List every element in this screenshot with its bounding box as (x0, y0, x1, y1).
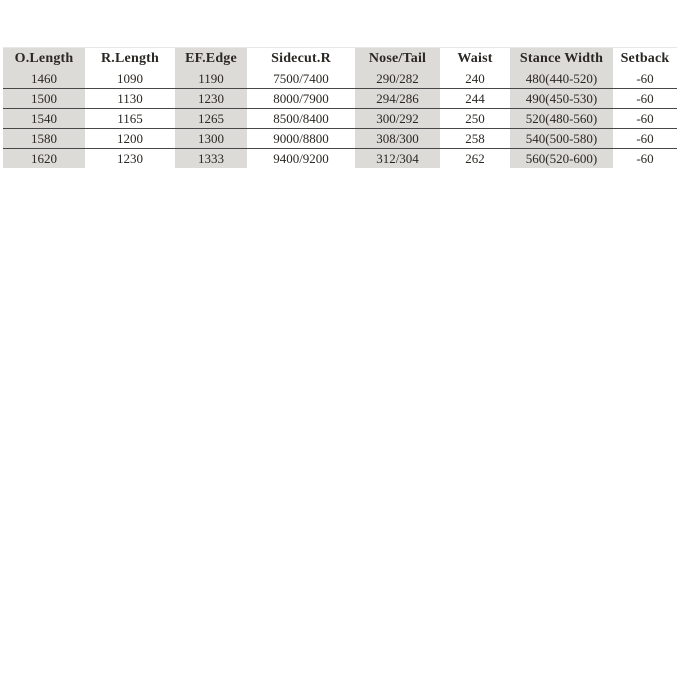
spec-table-body (3, 69, 677, 168)
column-header-r-length: R.Length (101, 50, 159, 66)
table-cell-waist: 258 (440, 129, 510, 149)
table-cell-nose-tail: 294/286 (355, 89, 440, 109)
table-cell-sidecut-r: 9400/9200 (273, 150, 329, 166)
header-row (3, 48, 677, 70)
table-cell-waist: 250 (440, 109, 510, 129)
table-cell-o-length: 1460 (3, 69, 85, 89)
spec-table (3, 47, 677, 168)
spec-table-header (3, 48, 677, 70)
column-header-setback: Setback (620, 50, 670, 66)
table-cell-setback: -60 (613, 89, 677, 109)
table-cell-nose-tail: 300/292 (355, 109, 440, 129)
column-header-ef-edge: EF.Edge (175, 48, 247, 70)
table-cell-r-length: 1090 (85, 69, 175, 89)
table-cell-stance-width: 560(520-600) (510, 149, 613, 169)
table-cell-ef-edge: 1265 (175, 109, 247, 129)
table-cell-ef-edge: 1333 (175, 149, 247, 169)
table-cell-stance-width: 540(500-580) (510, 129, 613, 149)
table-cell-o-length: 1500 (3, 89, 85, 109)
table-cell-sidecut-r: 7500/7400 (247, 69, 355, 89)
table-cell-o-length: 1620 (3, 149, 85, 169)
table-cell-sidecut-r: 8500/8400 (247, 109, 355, 129)
table-cell-ef-edge: 1300 (175, 129, 247, 149)
table-cell-stance-width: 520(480-560) (510, 109, 613, 129)
table-cell-waist: 240 (440, 69, 510, 89)
table-cell-waist: 244 (440, 89, 510, 109)
table-cell-r-length: 1200 (85, 129, 175, 149)
table-cell-sidecut-r: 9000/8800 (247, 129, 355, 149)
table-row (3, 129, 677, 149)
table-cell-nose-tail: 290/282 (355, 69, 440, 89)
table-cell-stance-width: 490(450-530) (510, 89, 613, 109)
table-cell-nose-tail: 308/300 (355, 129, 440, 149)
table-cell-waist: 262 (465, 150, 485, 166)
table-cell-r-length: 1165 (85, 109, 175, 129)
table-row (3, 89, 677, 109)
table-cell-setback: -60 (613, 129, 677, 149)
table-row (3, 69, 677, 89)
column-header-waist: Waist (457, 50, 493, 66)
table-cell-r-length: 1130 (85, 89, 175, 109)
column-header-sidecut-r: Sidecut.R (271, 50, 331, 66)
table-cell-sidecut-r: 8000/7900 (247, 89, 355, 109)
table-row (3, 109, 677, 129)
column-header-nose-tail: Nose/Tail (355, 48, 440, 70)
table-cell-o-length: 1540 (3, 109, 85, 129)
table-cell-setback: -60 (636, 150, 654, 166)
column-header-stance-width: Stance Width (510, 48, 613, 70)
table-cell-r-length: 1230 (117, 150, 143, 166)
column-header-o-length: O.Length (3, 48, 85, 70)
table-cell-o-length: 1580 (3, 129, 85, 149)
table-cell-stance-width: 480(440-520) (510, 69, 613, 89)
table-cell-ef-edge: 1190 (175, 69, 247, 89)
table-cell-nose-tail: 312/304 (355, 149, 440, 169)
table-cell-setback: -60 (613, 109, 677, 129)
table-cell-ef-edge: 1230 (175, 89, 247, 109)
table-cell-setback: -60 (613, 69, 677, 89)
table-row (3, 149, 677, 169)
